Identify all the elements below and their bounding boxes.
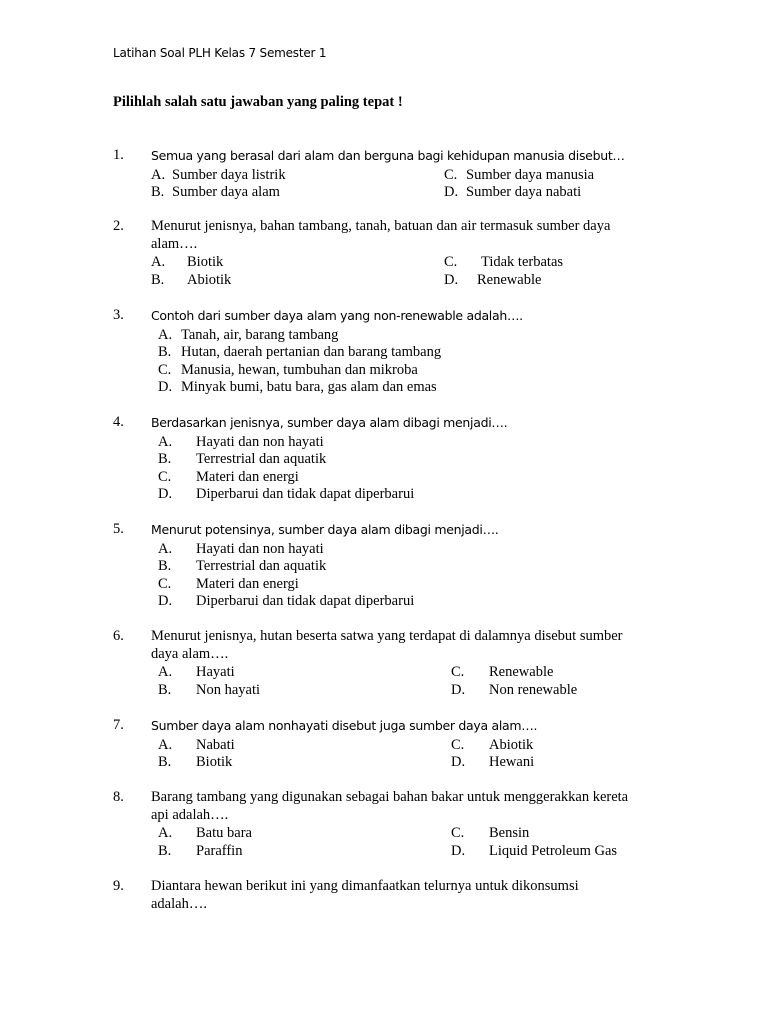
- option-key: A.: [158, 736, 173, 753]
- option-key: B.: [158, 558, 172, 574]
- question-5: [113, 521, 673, 611]
- option-text: Diperbarui dan tidak dapat diperbarui: [196, 593, 415, 609]
- option-text: Renewable: [489, 664, 554, 680]
- question-number: 6.: [113, 628, 124, 644]
- question-stem-continued: daya alam….: [151, 645, 229, 662]
- option-key: C.: [444, 166, 458, 183]
- option-text: Paraffin: [196, 842, 243, 859]
- option-text: Terrestrial dan aquatik: [196, 451, 327, 467]
- option-text: Nabati: [196, 736, 235, 753]
- question-stem: Menurut jenisnya, hutan beserta satwa yang terdapat di dalamnya disebut sumber: [151, 628, 623, 644]
- option-key: D.: [451, 681, 466, 698]
- option-key: D.: [158, 593, 173, 609]
- option-text: Hayati dan non hayati: [196, 540, 324, 557]
- question-stem: Menurut jenisnya, bahan tambang, tanah, batuan dan air termasuk sumber daya: [151, 218, 611, 234]
- question-number: 2.: [113, 218, 124, 234]
- option-key: C.: [158, 575, 172, 592]
- option-text: Hewani: [489, 754, 535, 770]
- option-key: B.: [158, 754, 172, 770]
- option-text: Hayati: [196, 664, 235, 680]
- option-text: Liquid Petroleum Gas: [489, 842, 618, 859]
- option-key: A.: [158, 326, 173, 343]
- question-stem: Berdasarkan jenisnya, sumber daya alam dibagi menjadi….: [151, 415, 508, 430]
- option-text: Materi dan energi: [196, 468, 299, 485]
- option-text: Batu bara: [196, 825, 252, 841]
- option-key: C.: [158, 468, 172, 485]
- option-text: Abiotik: [489, 736, 534, 753]
- question-stem: Menurut potensinya, sumber daya alam dibagi menjadi….: [151, 522, 499, 537]
- option-key: D.: [444, 271, 459, 288]
- question-stem: Sumber daya alam nonhayati disebut juga sumber daya alam….: [151, 718, 538, 733]
- question-stem-continued: adalah….: [151, 895, 207, 912]
- question-number: 4.: [113, 414, 124, 430]
- question-number: 8.: [113, 789, 124, 805]
- option-key: C.: [451, 736, 465, 753]
- option-text: Non renewable: [489, 681, 578, 698]
- option-key: A.: [158, 540, 173, 557]
- option-key: D.: [158, 486, 173, 502]
- question-1: [113, 147, 673, 202]
- option-key: D.: [451, 842, 466, 859]
- option-text: Sumber daya alam: [172, 184, 280, 200]
- question-stem-continued: api adalah….: [151, 806, 229, 823]
- option-key: C.: [451, 664, 465, 680]
- option-key: A.: [158, 433, 173, 450]
- question-9: [113, 878, 673, 913]
- option-key: B.: [151, 271, 165, 288]
- option-text: Sumber daya listrik: [172, 166, 286, 183]
- question-number: 7.: [113, 717, 124, 733]
- question-6: [113, 628, 673, 699]
- option-text: Materi dan energi: [196, 575, 299, 592]
- option-text: Biotik: [196, 754, 233, 770]
- option-key: A.: [158, 825, 173, 841]
- option-key: D.: [444, 184, 459, 200]
- question-stem: Diantara hewan berikut ini yang dimanfaatkan telurnya untuk dikonsumsi: [151, 878, 579, 894]
- option-key: C.: [451, 825, 465, 841]
- question-stem: Contoh dari sumber daya alam yang non-renewable adalah….: [151, 308, 523, 323]
- option-text: Diperbarui dan tidak dapat diperbarui: [196, 486, 415, 502]
- instruction-text: Pilihlah salah satu jawaban yang paling tepat !: [113, 94, 403, 110]
- option-text: Manusia, hewan, tumbuhan dan mikroba: [181, 361, 418, 378]
- option-key: A.: [151, 254, 166, 270]
- option-text: Sumber daya nabati: [466, 184, 582, 200]
- option-key: D.: [158, 379, 173, 395]
- option-key: A.: [158, 664, 173, 680]
- question-7: [113, 717, 673, 772]
- option-key: B.: [158, 842, 172, 859]
- question-stem: Barang tambang yang digunakan sebagai bahan bakar untuk menggerakkan kereta: [151, 789, 629, 805]
- question-4: [113, 414, 673, 504]
- option-text: Tanah, air, barang tambang: [181, 326, 339, 343]
- question-stem-continued: alam….: [151, 235, 198, 252]
- option-key: B.: [158, 344, 172, 360]
- option-text: Hayati dan non hayati: [196, 433, 324, 450]
- option-text: Minyak bumi, batu bara, gas alam dan emas: [181, 379, 437, 395]
- option-text: Terrestrial dan aquatik: [196, 558, 327, 574]
- option-key: A.: [151, 166, 166, 183]
- question-number: 9.: [113, 878, 124, 894]
- option-key: C.: [444, 254, 458, 270]
- question-2: [113, 218, 673, 289]
- option-key: B.: [158, 451, 172, 467]
- option-text: Sumber daya manusia: [466, 166, 595, 183]
- option-text: Abiotik: [187, 271, 232, 288]
- question-number: 3.: [113, 307, 124, 323]
- question-3: [113, 307, 673, 397]
- question-number: 1.: [113, 147, 124, 163]
- option-key: B.: [158, 681, 172, 698]
- question-stem: Semua yang berasal dari alam dan berguna bagi kehidupan manusia disebut…: [151, 148, 625, 163]
- option-key: C.: [158, 361, 172, 378]
- option-text: Renewable: [477, 271, 542, 288]
- option-key: B.: [151, 184, 165, 200]
- option-text: Biotik: [187, 254, 224, 270]
- option-text: Tidak terbatas: [481, 254, 564, 270]
- question-number: 5.: [113, 521, 124, 537]
- option-text: Non hayati: [196, 681, 261, 698]
- document-header: Latihan Soal PLH Kelas 7 Semester 1: [113, 46, 327, 60]
- option-text: Hutan, daerah pertanian dan barang tambang: [181, 344, 442, 360]
- option-key: D.: [451, 754, 466, 770]
- question-8: [113, 789, 673, 860]
- option-text: Bensin: [489, 825, 530, 841]
